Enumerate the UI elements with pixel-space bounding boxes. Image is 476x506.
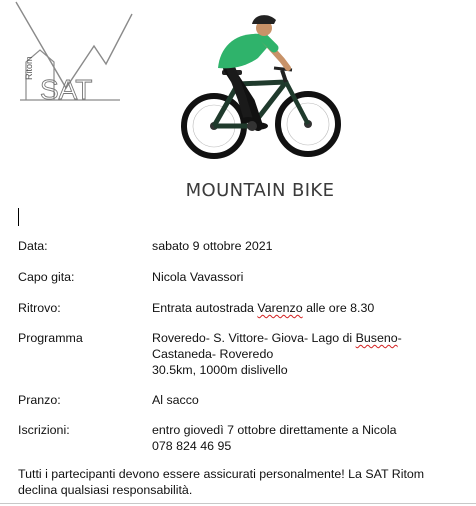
detail-label: Programma bbox=[18, 331, 83, 345]
text-segment: Roveredo- S. Vittore- Giova- Lago di bbox=[152, 331, 356, 345]
detail-label: Capo gita: bbox=[18, 270, 75, 284]
detail-value bbox=[152, 392, 199, 408]
logo-brand-text: SAT bbox=[40, 74, 93, 105]
detail-label: Ritrovo: bbox=[18, 301, 61, 315]
detail-line: Castaneda- Roveredo bbox=[152, 347, 274, 361]
sat-ritom-logo bbox=[10, 0, 135, 108]
text-segment: - bbox=[397, 331, 402, 345]
spellcheck-flagged-word[interactable]: Buseno bbox=[355, 331, 398, 345]
notice-line: Tutti i partecipanti devono essere assicurati personalmente! La SAT Ritom bbox=[18, 467, 425, 481]
detail-line bbox=[152, 300, 374, 316]
notice-line: declina qualsiasi responsabilità. bbox=[18, 483, 193, 497]
detail-row-pranzo bbox=[18, 392, 199, 408]
detail-row-ritrovo bbox=[18, 300, 374, 316]
detail-line bbox=[152, 330, 402, 346]
detail-value bbox=[152, 238, 273, 254]
detail-line: 30.5km, 1000m dislivello bbox=[152, 363, 288, 377]
detail-label: Iscrizioni: bbox=[18, 423, 70, 437]
detail-row-capo-gita bbox=[18, 269, 243, 285]
page-bottom-border bbox=[0, 503, 476, 504]
spellcheck-flagged-word[interactable]: Varenzo bbox=[257, 301, 303, 315]
detail-line: entro giovedì 7 ottobre direttamente a Nicola bbox=[152, 423, 397, 437]
detail-label: Pranzo: bbox=[18, 393, 61, 407]
detail-line: Al sacco bbox=[152, 393, 199, 407]
text-cursor bbox=[18, 208, 19, 226]
detail-row-programma bbox=[18, 330, 402, 378]
detail-value bbox=[152, 269, 243, 285]
detail-line: sabato 9 ottobre 2021 bbox=[152, 239, 273, 253]
detail-value bbox=[152, 300, 374, 316]
detail-label: Data: bbox=[18, 239, 48, 253]
detail-value bbox=[152, 330, 402, 378]
detail-line: 078 824 46 95 bbox=[152, 439, 232, 453]
logo-sub-text: Ritom bbox=[24, 56, 34, 80]
mountain-biker-image bbox=[178, 8, 344, 166]
detail-row-iscrizioni bbox=[18, 422, 397, 454]
insurance-notice bbox=[18, 466, 468, 498]
detail-line: Nicola Vavassori bbox=[152, 270, 244, 284]
page-title: MOUNTAIN BIKE bbox=[185, 180, 335, 201]
detail-row-data bbox=[18, 238, 273, 254]
detail-value bbox=[152, 422, 397, 454]
text-segment: Entrata autostrada bbox=[152, 301, 258, 315]
text-segment: alle ore 8.30 bbox=[302, 301, 375, 315]
